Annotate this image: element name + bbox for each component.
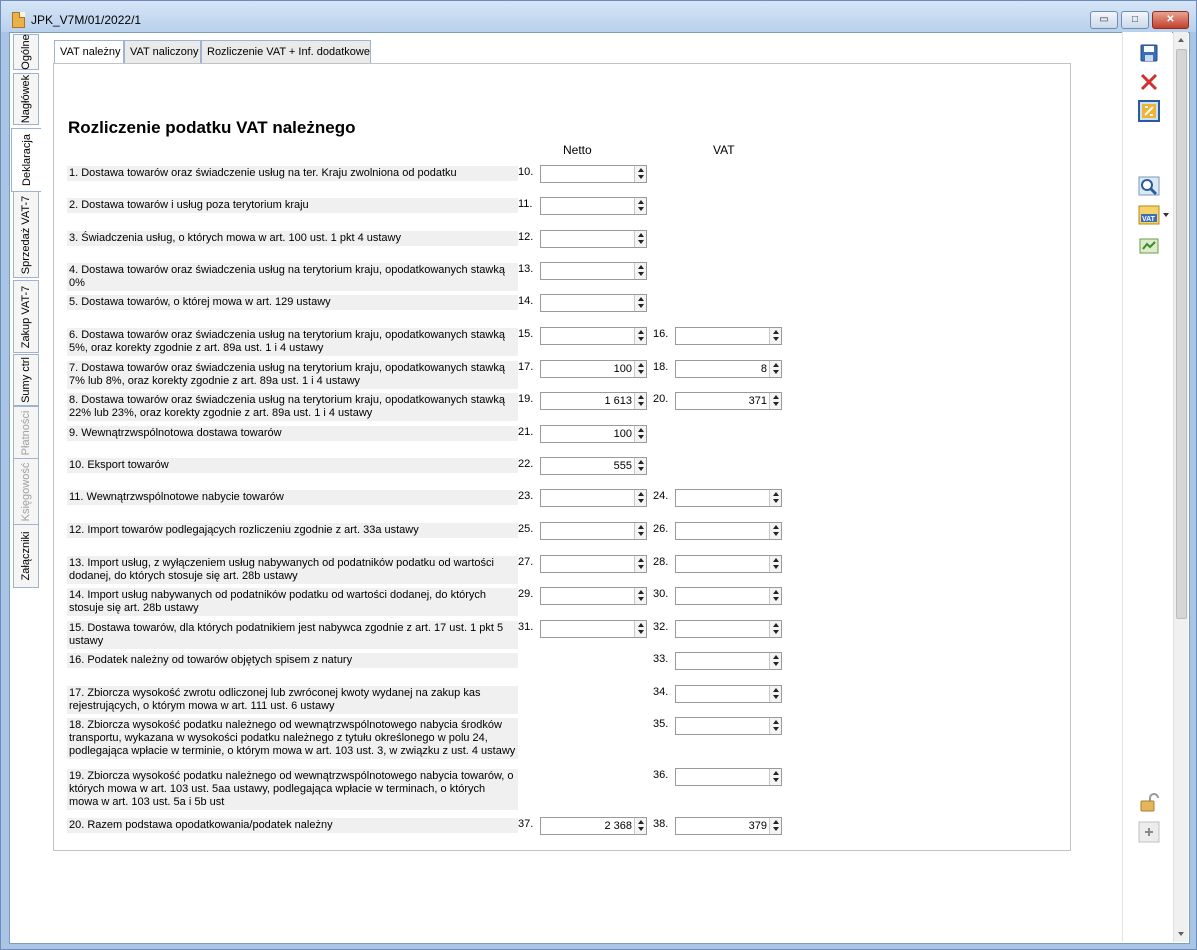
netto-input[interactable] xyxy=(540,555,647,573)
side-tab[interactable] xyxy=(13,280,39,353)
netto-input[interactable] xyxy=(540,620,647,638)
spin-arrows[interactable] xyxy=(634,490,646,506)
row-label: 8. Dostawa towarów oraz świadczenia usług na terytorium kraju, opodatkowanych stawką 22% lub 23%, oraz korekty zgodnie z art. 89a ust. 1 i 4 ustawy xyxy=(67,393,518,421)
row-label: 11. Wewnątrzwspólnotowe nabycie towarów xyxy=(67,490,518,505)
netto-input[interactable] xyxy=(540,197,647,215)
vertical-scrollbar[interactable] xyxy=(1173,32,1188,942)
field-number: 15. xyxy=(518,328,534,340)
maximize-button[interactable]: □ xyxy=(1121,11,1149,29)
spin-arrows[interactable] xyxy=(634,818,646,834)
netto-input[interactable] xyxy=(540,262,647,280)
document-icon xyxy=(12,12,25,28)
field-number: 11. xyxy=(518,198,533,210)
row-label: 5. Dostawa towarów, o której mowa w art. 129 ustawy xyxy=(67,295,518,310)
field-value: 8 xyxy=(760,363,767,375)
row-label: 13. Import usług, z wyłączeniem usług nabywanych od podatników podatku od wartości dodanej, do których stosuje się art. 28b ustawy xyxy=(67,556,518,584)
vat-input[interactable] xyxy=(675,768,782,786)
row-label: 15. Dostawa towarów, dla których podatnikiem jest nabywca zgodnie z art. 17 ust. 1 pkt 5 ustawy xyxy=(67,621,518,649)
field-number: 29. xyxy=(518,588,534,600)
field-number: 21. xyxy=(518,426,534,438)
field-value: 2 368 xyxy=(604,820,632,832)
spin-arrows[interactable] xyxy=(634,523,646,539)
vat-input[interactable] xyxy=(675,555,782,573)
side-tab[interactable] xyxy=(13,191,39,278)
side-tab-label: Płatności xyxy=(20,410,32,455)
field-number: 14. xyxy=(518,295,534,307)
vat-input[interactable] xyxy=(675,392,782,410)
spin-arrows[interactable] xyxy=(769,769,781,785)
title-bar xyxy=(1,1,1196,32)
row-label: 7. Dostawa towarów oraz świadczenia usług na terytorium kraju, opodatkowanych stawką 7% lub 8%, oraz korekty zgodnie z art. 89a ust. 1 i 4 ustawy xyxy=(67,361,518,389)
row-label: 17. Zbiorcza wysokość zwrotu odliczonej lub zwróconej kwoty wydanej na zakup kas rejestrujących, o którym mowa w art. 111 ust. 6 ustawy xyxy=(67,686,518,714)
window-title: JPK_V7M/01/2022/1 xyxy=(31,13,142,27)
field-number: 38. xyxy=(653,818,669,830)
vat-input[interactable] xyxy=(675,327,782,345)
vat-input[interactable] xyxy=(675,717,782,735)
field-value: 100 xyxy=(613,428,632,440)
field-number: 13. xyxy=(518,263,534,275)
chevron-down-icon[interactable] xyxy=(1162,210,1170,220)
netto-input[interactable] xyxy=(540,457,647,475)
netto-input[interactable] xyxy=(540,360,647,378)
side-tab-label: Zakup VAT-7 xyxy=(20,285,32,348)
side-tab-strip xyxy=(13,34,39,594)
field-number: 23. xyxy=(518,490,534,502)
netto-input[interactable] xyxy=(540,522,647,540)
side-tab-label: Sumy ctrl xyxy=(20,357,32,403)
side-tab[interactable] xyxy=(13,524,39,588)
row-label: 18. Zbiorcza wysokość podatku należnego od wewnątrzwspólnotowego nabycia środków transportu, wykazana w wysokości podatku należnego z tytułu określonego w polu 24, podlegająca wpłacie w terminie, o którym mowa w art. 103 ust. 3, w związku z ust. 4 ustawy xyxy=(67,718,518,759)
search-icon[interactable] xyxy=(1136,173,1160,197)
spin-arrows[interactable] xyxy=(634,328,646,344)
pin-icon[interactable] xyxy=(1136,819,1160,843)
field-number: 28. xyxy=(653,556,669,568)
side-tab[interactable] xyxy=(13,73,39,125)
row-label: 19. Zbiorcza wysokość podatku należnego od wewnątrzwspólnotowego nabycia towarów, o których mowa w art. 103 ust. 5aa ustawy, podlegająca wpłacie w terminach, o których mowa w art. 103 ust. 5a i 5b ust xyxy=(67,769,518,810)
side-tab-label: Księgowość xyxy=(20,462,32,521)
field-number: 16. xyxy=(653,328,669,340)
spin-arrows[interactable] xyxy=(769,588,781,604)
row-label: 2. Dostawa towarów i usług poza terytorium kraju xyxy=(67,198,518,213)
spin-arrows[interactable] xyxy=(769,718,781,734)
netto-input[interactable] xyxy=(540,294,647,312)
row-label: 12. Import towarów podlegających rozliczeniu zgodnie z art. 33a ustawy xyxy=(67,523,518,538)
spin-arrows[interactable] xyxy=(634,361,646,377)
field-number: 32. xyxy=(653,621,669,633)
close-button[interactable]: ✕ xyxy=(1152,11,1189,29)
scroll-up-button[interactable] xyxy=(1174,32,1189,48)
save-icon[interactable] xyxy=(1136,40,1160,64)
spin-arrows[interactable] xyxy=(634,166,646,182)
field-number: 31. xyxy=(518,621,534,633)
field-number: 25. xyxy=(518,523,534,535)
field-number: 34. xyxy=(653,686,669,698)
field-number: 20. xyxy=(653,393,669,405)
spin-arrows[interactable] xyxy=(634,263,646,279)
netto-input[interactable] xyxy=(540,392,647,410)
vat-input[interactable] xyxy=(675,489,782,507)
field-number: 12. xyxy=(518,231,534,243)
field-number: 19. xyxy=(518,393,534,405)
spin-arrows[interactable] xyxy=(769,818,781,834)
field-number: 35. xyxy=(653,718,669,730)
svg-text:VAT: VAT xyxy=(1142,216,1155,223)
spin-arrows[interactable] xyxy=(634,393,646,409)
vat-input[interactable] xyxy=(675,652,782,670)
netto-input[interactable] xyxy=(540,165,647,183)
field-number: 17. xyxy=(518,361,534,373)
spin-arrows[interactable] xyxy=(769,621,781,637)
side-tab-label: Sprzedaż VAT-7 xyxy=(20,195,32,274)
field-number: 10. xyxy=(518,166,534,178)
side-tab[interactable] xyxy=(13,34,39,70)
field-value: 379 xyxy=(748,820,767,832)
field-number: 33. xyxy=(653,653,669,665)
vat-input[interactable] xyxy=(675,620,782,638)
spin-arrows[interactable] xyxy=(634,588,646,604)
side-tab-label: Ogólne xyxy=(20,34,32,70)
field-number: 27. xyxy=(518,556,534,568)
side-tab[interactable] xyxy=(11,128,41,192)
vat-calc-icon[interactable] xyxy=(1136,98,1160,122)
vat-input[interactable] xyxy=(675,587,782,605)
scroll-thumb[interactable] xyxy=(1176,49,1187,619)
spin-arrows[interactable] xyxy=(634,458,646,474)
spin-arrows[interactable] xyxy=(634,295,646,311)
vat-input[interactable] xyxy=(675,817,782,835)
spin-arrows[interactable] xyxy=(769,523,781,539)
spin-arrows[interactable] xyxy=(769,653,781,669)
netto-input[interactable] xyxy=(540,817,647,835)
row-label: 16. Podatek należny od towarów objętych spisem z natury xyxy=(67,653,518,668)
field-number: 24. xyxy=(653,490,669,502)
row-label: 3. Świadczenia usług, o których mowa w art. 100 ust. 1 pkt 4 ustawy xyxy=(67,231,518,246)
row-label: 6. Dostawa towarów oraz świadczenia usług na terytorium kraju, opodatkowanych stawką 5%, oraz korekty zgodnie z art. 89a ust. 1 i 4 ustawy xyxy=(67,328,518,356)
tab-vat-nalezny[interactable]: VAT należny xyxy=(54,40,124,65)
spin-arrows[interactable] xyxy=(634,556,646,572)
cancel-icon[interactable] xyxy=(1136,69,1160,93)
row-label: 1. Dostawa towarów oraz świadczenie usług na ter. Kraju zwolniona od podatku xyxy=(67,166,518,181)
field-number: 18. xyxy=(653,361,669,373)
vat-input[interactable] xyxy=(675,685,782,703)
field-value: 1 613 xyxy=(604,395,632,407)
field-number: 30. xyxy=(653,588,669,600)
spin-arrows[interactable] xyxy=(769,490,781,506)
minimize-button[interactable]: ▭ xyxy=(1090,11,1118,29)
side-tab-label: Załączniki xyxy=(20,531,32,581)
export-icon[interactable] xyxy=(1136,233,1160,257)
netto-input[interactable] xyxy=(540,587,647,605)
side-tab-label: Nagłówek xyxy=(20,74,32,124)
row-label: 4. Dostawa towarów oraz świadczenia usług na terytorium kraju, opodatkowanych stawką 0% xyxy=(67,263,518,291)
field-number: 26. xyxy=(653,523,669,535)
netto-input[interactable] xyxy=(540,489,647,507)
tab-rozliczenie-vat[interactable]: Rozliczenie VAT + Inf. dodatkowe xyxy=(201,40,371,64)
spin-arrows[interactable] xyxy=(769,556,781,572)
vat-register-icon[interactable] xyxy=(1136,202,1160,226)
field-number: 22. xyxy=(518,458,534,470)
spin-arrows[interactable] xyxy=(769,328,781,344)
row-label: 14. Import usług nabywanych od podatników podatku od wartości dodanej, do których stosuje się art. 28b ustawy xyxy=(67,588,518,616)
spin-arrows[interactable] xyxy=(769,686,781,702)
row-label: 10. Eksport towarów xyxy=(67,458,518,473)
spin-arrows[interactable] xyxy=(769,393,781,409)
netto-input[interactable] xyxy=(540,327,647,345)
spin-arrows[interactable] xyxy=(769,361,781,377)
spin-arrows[interactable] xyxy=(634,231,646,247)
spin-arrows[interactable] xyxy=(634,621,646,637)
vat-column-header: VAT xyxy=(713,143,735,157)
section-title: Rozliczenie podatku VAT należnego xyxy=(68,118,356,137)
netto-input[interactable] xyxy=(540,425,647,443)
vat-input[interactable] xyxy=(675,522,782,540)
field-number: 37. xyxy=(518,818,534,830)
spin-arrows[interactable] xyxy=(634,198,646,214)
side-tab[interactable] xyxy=(13,354,39,406)
tab-vat-naliczony[interactable]: VAT naliczony xyxy=(124,40,201,64)
field-value: 555 xyxy=(613,460,632,472)
scroll-down-button[interactable] xyxy=(1174,926,1189,942)
side-tab xyxy=(13,458,39,525)
vat-input[interactable] xyxy=(675,360,782,378)
side-tab-label: Deklaracja xyxy=(20,134,33,186)
row-label: 20. Razem podstawa opodatkowania/podatek należny xyxy=(67,818,518,833)
netto-input[interactable] xyxy=(540,230,647,248)
row-label: 9. Wewnątrzwspólnotowa dostawa towarów xyxy=(67,426,518,441)
unlock-icon[interactable] xyxy=(1136,790,1160,814)
spin-arrows[interactable] xyxy=(634,426,646,442)
side-tab xyxy=(13,406,39,459)
netto-column-header: Netto xyxy=(563,143,592,157)
field-value: 100 xyxy=(613,363,632,375)
field-number: 36. xyxy=(653,769,669,781)
field-value: 371 xyxy=(748,395,767,407)
